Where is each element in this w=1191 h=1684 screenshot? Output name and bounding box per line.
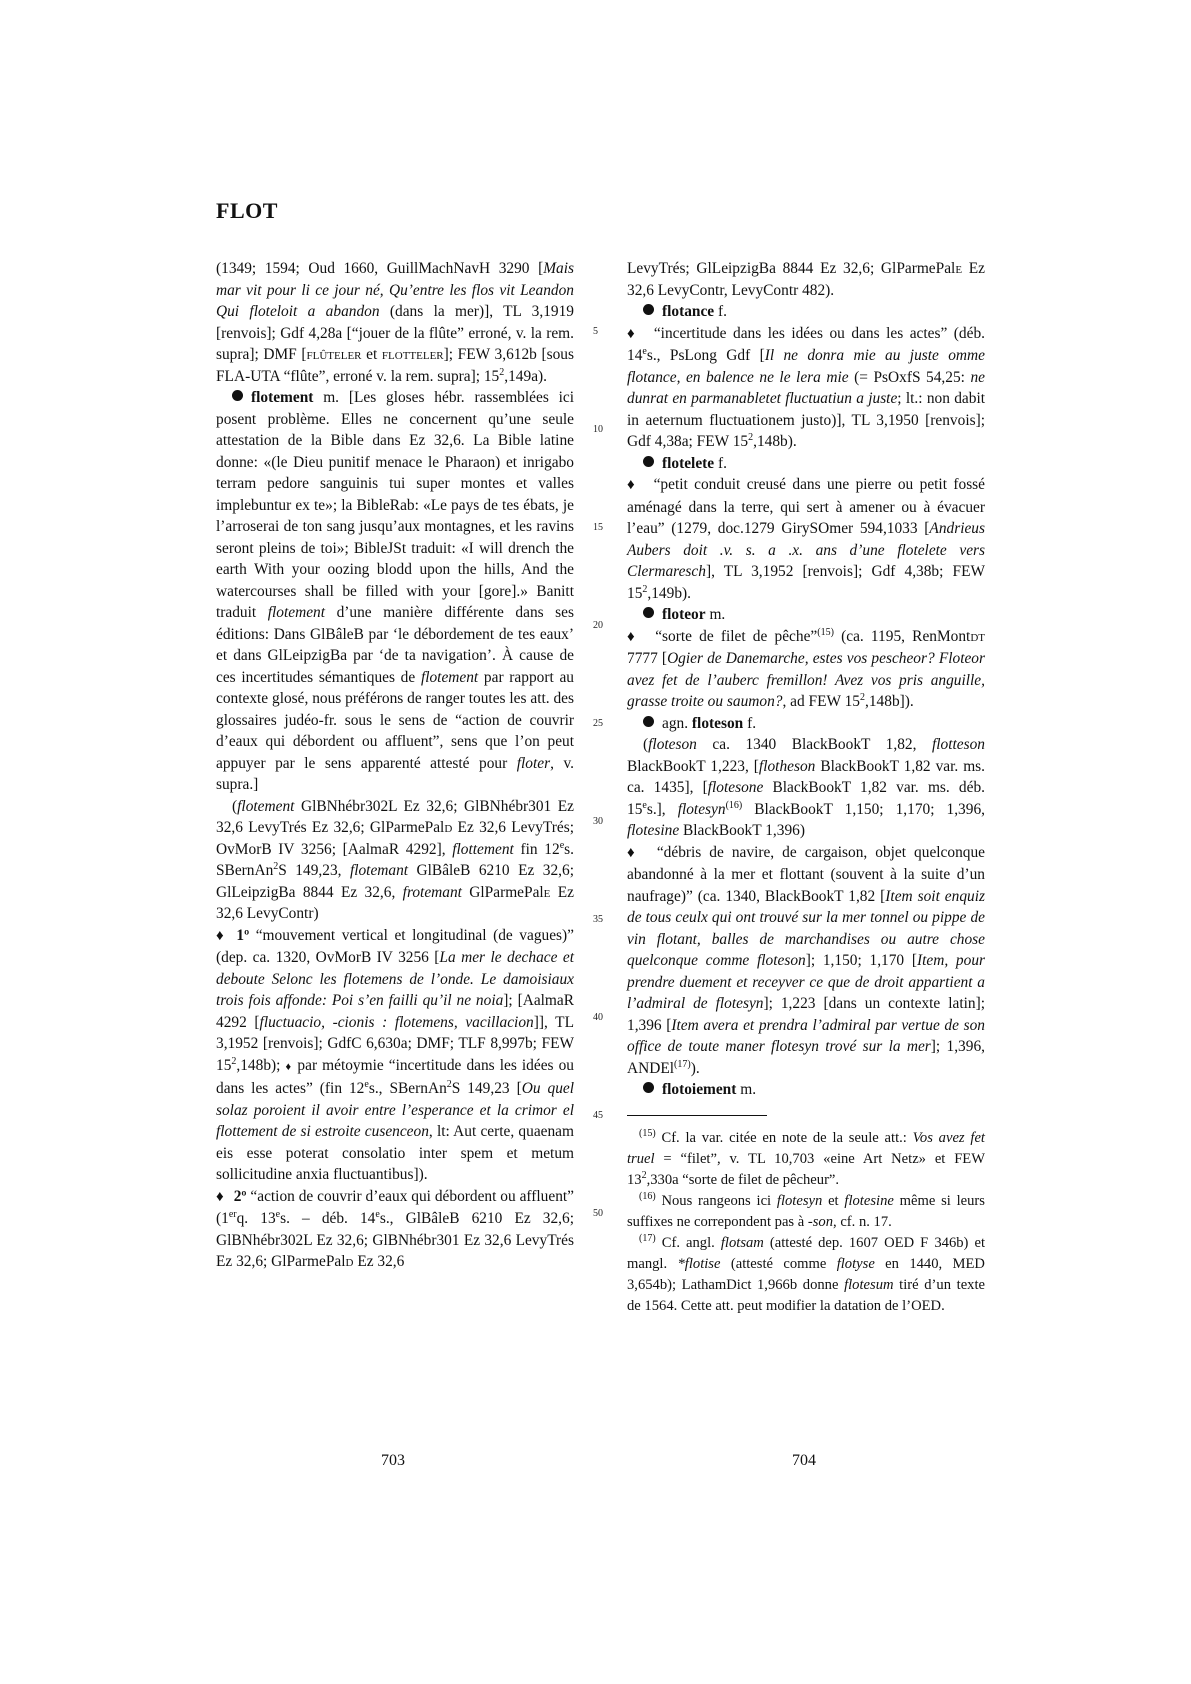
line-number: 30 xyxy=(593,816,603,827)
diamond-icon: ♦ xyxy=(627,325,638,342)
line-number: 15 xyxy=(593,522,603,533)
bullet-icon xyxy=(232,390,243,401)
forms-list: (flotement GlBNhébr302L Ez 32,6; GlBNhébr301 Ez 32,6 LevyTrés Ez 32,6; GlParmePald Ez 32,6 LevyTrés; OvMorB IV 3256; [AalmaR 4292], flottement fin 12es. SBernAn$^2$S 149,23, flotemant GlBâleB 6210 Ez 32,6; GlLeipzigBa 8844 Ez 32,6, frotemant GlParmePale Ez 32,6 LevyContr) xyxy=(216,797,574,922)
sense-1: ♦ 1º “mouvement vertical et longitudinal (de vagues)” (dep. ca. 1320, OvMorB IV 3256 [La mer le dechace et deboute Selonc les flotemens de l’onde. Le damoisiaux trois fois affonde: Poi s’en failli qu’il ne noia]; [AalmaR 4292 [fluctuacio, -cionis : flotemens, vacillacion]], TL 3,1952 [renvois]; GdfC 6,630a; DMF; TLF 8,997b; FEW $15^2,148b$); ♦ par métoymie “incertitude dans les idées ou dans les actes” (fin 12es., SBernAn$^2$S 149,23 [Ou quel solaz poroient il avoir entre l’esperance et la crimor el flottement de si estroite cusenceon, lt: Aut certe, quaenam eis esse poterat consolatio inter spem et metum sollicitudine anxia fluctuantibus]). xyxy=(216,926,574,1183)
left-column xyxy=(216,258,574,1273)
running-head: FLOT xyxy=(216,198,278,223)
diamond-icon: ♦ xyxy=(216,1188,224,1205)
entry-continuation: (1349; 1594; Oud 1660, GuillMachNavH 3290 [Mais mar vit pour li ce jour né, Qu’entre les flos vit Leandon Qui floteloit a abandon (dans la mer)], TL 3,1919 [renvois]; Gdf 4,28a [“jouer de la flûte” erroné, v. la rem. supra]; DMF [flûteler et flotteler]; FEW 3,612b [sous FLA-UTA “flûte”, erroné v. la rem. supra]; $15^2,149a$). xyxy=(216,260,574,385)
line-number: 50 xyxy=(593,1208,603,1219)
diamond-icon: ♦ xyxy=(216,927,227,944)
headword: flotoiement xyxy=(662,1081,737,1098)
diamond-icon: ♦ xyxy=(627,628,638,645)
sense-2: ♦ 2º “action de couvrir d’eaux qui débordent ou affluent” (1erq. 13es. – déb. 14es., GlBâleB 6210 Ez 32,6; GlBNhébr302L Ez 32,6; GlBNhébr301 Ez 32,6 LevyTrés Ez 32,6; GlParmePald Ez 32,6 xyxy=(216,1187,574,1270)
footnote-16: $^{(16)}$ Nous rangeons ici flotesyn et flotesine même si leurs suffixes ne correpondent pas à -son, cf. n. 17. xyxy=(627,1190,985,1230)
sense: ♦ “débris de navire, de cargaison, objet quelconque abandonné à la mer et flottant (souvent à la suite d’un naufrage)” (ca. 1340, BlackBookT 1,82 [Item soit enquiz de tous ceulx qui ont trouvé sur la mer tonnel ou pippe de vin flotant, balles de marchandises ou autre chose quelconque comme floteson]; 1,150; 1,170 [Item, pour prendre duement et receyver ce que de droit appartient a l’admiral de flotesyn]; 1,223 [dans un contexte latin]; 1,396 [Item avera et prendra l’admiral par vertue de son office de toute maner flotesyn trové sur la mer]; 1,396, ANDEl$^{(17)}$). xyxy=(627,843,986,1077)
line-number: 40 xyxy=(593,1012,603,1023)
entry-flotoiement: flotoiement m. xyxy=(627,1079,985,1101)
right-column xyxy=(627,258,985,1317)
footnote-17: $^{(17)}$ Cf. angl. flotsam (attesté dep. 1607 OED F 346b) et mangl. *flotise (attesté comme flotyse en 1440, MED 3,654b); LathamDict 1,966b donne flotesum tiré d’un texte de 1564. Cette att. peut modifier la datation de l’OED. xyxy=(627,1232,985,1314)
entry-continuation: LevyTrés; GlLeipzigBa 8844 Ez 32,6; GlParmePale Ez 32,6 LevyContr, LevyContr 482). xyxy=(627,260,985,299)
line-number: 45 xyxy=(593,1110,603,1121)
line-number: 5 xyxy=(593,326,598,337)
headword: flotelete xyxy=(662,454,715,472)
forms-list: (floteson ca. 1340 BlackBookT 1,82, flotteson BlackBookT 1,223, [flotheson BlackBookT 1,82 var. ms. ca. 1435], [flotesone BlackBookT 1,82 var. ms. déb. 15es.], flotesyn$^{(16)}$ BlackBookT 1,150; 1,170; 1,396, flotesine BlackBookT 1,396) xyxy=(627,736,986,839)
bullet-icon xyxy=(643,716,654,727)
line-number: 10 xyxy=(593,424,603,435)
footnotes xyxy=(627,1115,985,1317)
diamond-icon: ♦ xyxy=(627,844,639,861)
page-number-right: 704 xyxy=(792,1452,816,1469)
footnote-rule xyxy=(627,1115,767,1116)
line-number: 25 xyxy=(593,718,603,729)
sense: ♦ “sorte de filet de pêche”$^{(15)}$ (ca. 1195, RenMontdt 7777 [Ogier de Danemarche, estes vos pescheor? Floteor avez fet de l’auberc fremillon! Avez vos pris anguille, grasse troite ou saumon?, ad FEW $15^2,148b$]). xyxy=(627,626,985,710)
diamond-icon: ♦ xyxy=(627,477,638,493)
footnote-15: $^{(15)}$ Cf. la var. citée en note de la seule att.: Vos avez fet truel = “filet”, v. TL 10,703 «eine Art Netz» et FEW $13^2,330a$ “sorte de filet de pêcheur”. xyxy=(627,1127,985,1188)
sense: ♦ “incertitude dans les idées ou dans les actes” (déb. 14es., PsLong Gdf [Il ne donra mie au juste omme flotance, en balence ne le lera mie (= PsOxfS 54,25: ne dunrat en parmanabletet fluctuatiun a juste; lt.: non dabit in aeternum fluctuationem justo)], TL 3,1950 [renvois]; Gdf 4,38a; FEW $15^2,148b$). xyxy=(627,324,986,450)
headword: flotement xyxy=(251,389,314,406)
headword: floteor xyxy=(662,606,706,623)
bullet-icon xyxy=(643,1082,654,1093)
headword: flotance xyxy=(662,303,715,320)
bullet-icon xyxy=(643,304,654,315)
line-number: 20 xyxy=(593,620,603,631)
entry-flotelete: flotelete f. xyxy=(627,453,985,475)
line-number: 35 xyxy=(593,914,603,925)
small-diamond-icon: ♦ xyxy=(285,1060,293,1073)
headword: floteson xyxy=(691,714,744,732)
bullet-icon xyxy=(643,456,654,467)
entry-flotance: flotance f. xyxy=(627,301,985,323)
entry-flotement: flotement m. [Les gloses hébr. rassemblées ici posent problème. Elles ne concernent qu’une seule attestation de la Bible dans Ez 32,6. La Bible latine donne: «(le Dieu punitif menace le Pharaon) et inrigabo terram pedore sanguinis tui super montes et valles implebuntur ex te»; la BibleRab: «Le pays de tes ébats, je l’arroserai de ton sang jusqu’aux montagnes, et les ravins seront pleins de toi»; BibleJSt traduit: «I will drench the earth With your oozing blodd upon the hills, And the watercourses shall be filled with your [gore].» Banitt traduit flotement d’une manière différente dans ses éditions: Dans GlBâleB par ‘le débordement de tes eaux’ et dans GlLeipzigBa par ‘de ta navigation’. À cause de ces incertitudes sémantiques de flotement par rapport au contexte glosé, nous préférons de ranger toutes les att. des glossaires judéo-fr. sous le sens de “action de couvrir d’eaux qui débordent ou affluent”, sens que l’on peut appuyer par le sens apparenté attesté pour floter, v. supra.] xyxy=(216,389,575,793)
entry-floteor: floteor m. xyxy=(627,604,985,626)
entry-floteson: agn. floteson f. xyxy=(627,713,985,735)
bullet-icon xyxy=(643,607,654,618)
page-number-left: 703 xyxy=(381,1452,405,1469)
sense: ♦ “petit conduit creusé dans une pierre ou petit fossé aménagé dans la terre, qui sert à amener ou à évacuer l’eau” (1279, doc.1279 GirySOmer 594,1033 [Andrieus Aubers doit .v. s. a .x. ans d’une flotelete vers Clermaresch], TL 3,1952 [renvois]; Gdf 4,38b; FEW $15^2,149b$). xyxy=(627,476,986,602)
